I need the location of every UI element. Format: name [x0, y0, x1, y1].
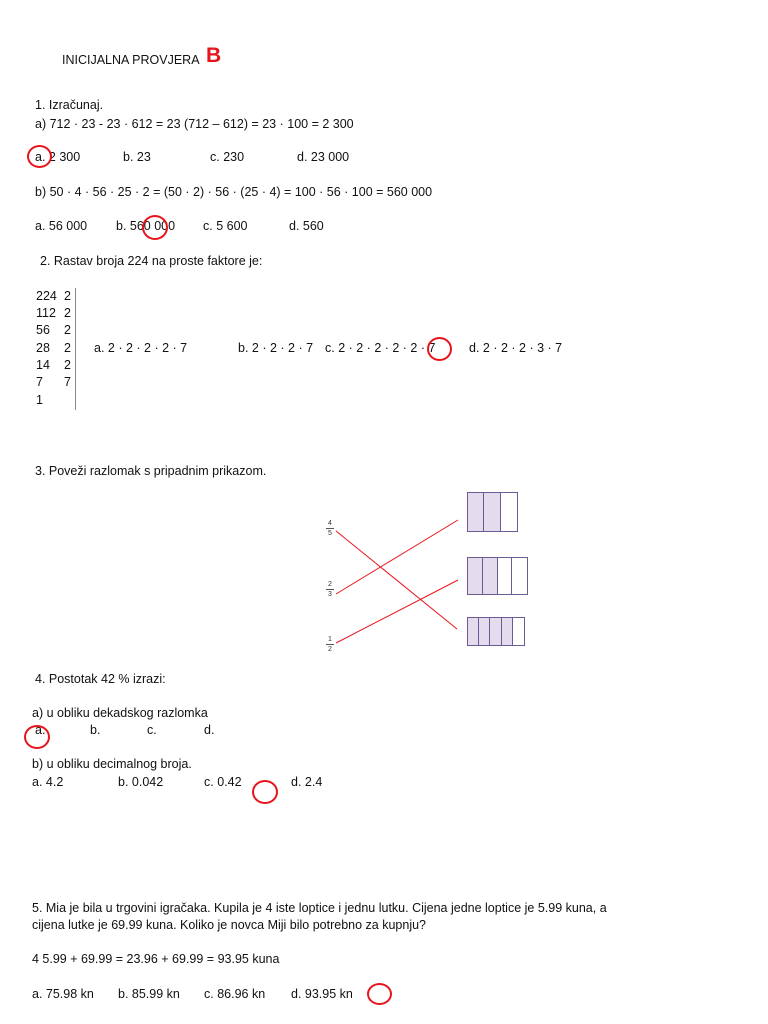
- q4-a-label: a) u obliku dekadskog razlomka: [32, 706, 208, 720]
- q2-option-d[interactable]: d. 2 · 2 · 2 · 3 · 7: [469, 341, 563, 355]
- q1-b-option-b[interactable]: b. 560 000: [116, 219, 176, 233]
- answer-mark-circle: [24, 725, 50, 749]
- q2-option-c[interactable]: c. 2 · 2 · 2 · 2 · 2 · 7: [325, 341, 436, 355]
- q4-b-option-c[interactable]: c. 0.42: [204, 775, 242, 789]
- q3-heading: 3. Poveži razlomak s pripadnim prikazom.: [35, 464, 267, 478]
- q5-option-d[interactable]: d. 93.95 kn: [291, 987, 353, 1001]
- factor-divisor: 2: [64, 358, 71, 372]
- q4-a-option-c[interactable]: c.: [147, 723, 157, 737]
- q5-text-line2: cijena lutke je 69.99 kuna. Koliko je novca Miji bilo potrebno za kupnju?: [32, 918, 426, 932]
- factor-number: 112: [36, 306, 56, 320]
- factor-number: 14: [36, 358, 50, 372]
- page-title: INICIJALNA PROVJERA: [62, 53, 200, 67]
- q1-a-option-b[interactable]: b. 23: [123, 150, 151, 164]
- factor-number: 1: [36, 393, 43, 407]
- q4-a-option-b[interactable]: b.: [90, 723, 101, 737]
- answer-mark-circle: [252, 780, 278, 804]
- factor-number: 7: [36, 375, 43, 389]
- version-letter: B: [206, 44, 222, 67]
- q4-a-option-a[interactable]: a.: [35, 723, 46, 737]
- factor-number: 56: [36, 323, 50, 337]
- match-line: [336, 580, 458, 643]
- match-line: [336, 520, 458, 594]
- q1-a-option-c[interactable]: c. 230: [210, 150, 245, 164]
- fraction-denominator: 2: [328, 646, 332, 653]
- q4-b-option-a[interactable]: a. 4.2: [32, 775, 64, 789]
- q5-solution: 4 5.99 + 69.99 = 23.96 + 69.99 = 93.95 kuna: [32, 952, 280, 966]
- factor-number: 28: [36, 341, 50, 355]
- q1-a-expression: a) 712 · 23 - 23 · 612 = 23 (712 – 612) = 23 · 100 = 2 300: [35, 117, 354, 131]
- fraction-denominator: 3: [328, 591, 332, 598]
- fraction-numerator: 1: [328, 636, 332, 643]
- q2-option-b[interactable]: b. 2 · 2 · 2 · 7: [238, 341, 314, 355]
- factor-divisor: 2: [64, 306, 71, 320]
- fraction-numerator: 4: [328, 520, 332, 527]
- factor-divisor: 7: [64, 375, 71, 389]
- answer-mark-circle: [367, 983, 392, 1005]
- match-line: [336, 531, 457, 629]
- q1-a-option-d[interactable]: d. 23 000: [297, 150, 350, 164]
- q5-option-b[interactable]: b. 85.99 kn: [118, 987, 180, 1001]
- q1-b-option-c[interactable]: c. 5 600: [203, 219, 248, 233]
- q1-a-option-a[interactable]: a. 2 300: [35, 150, 81, 164]
- factor-divisor: 2: [64, 341, 71, 355]
- q2-heading: 2. Rastav broja 224 na proste faktore je:: [40, 254, 263, 268]
- q1-b-option-a[interactable]: a. 56 000: [35, 219, 88, 233]
- q4-heading: 4. Postotak 42 % izrazi:: [35, 672, 166, 686]
- q4-a-option-d[interactable]: d.: [204, 723, 215, 737]
- factor-number: 224: [36, 289, 57, 303]
- q5-option-a[interactable]: a. 75.98 kn: [32, 987, 94, 1001]
- q1-b-expression: b) 50 · 4 · 56 · 25 · 2 = (50 · 2) · 56 · (25 · 4) = 100 · 56 · 100 = 560 000: [35, 185, 433, 199]
- q2-option-a[interactable]: a. 2 · 2 · 2 · 2 · 7: [94, 341, 188, 355]
- q4-b-label: b) u obliku decimalnog broja.: [32, 757, 192, 771]
- q4-b-option-b[interactable]: b. 0.042: [118, 775, 164, 789]
- fraction-numerator: 2: [328, 581, 332, 588]
- fraction-denominator: 5: [328, 530, 332, 537]
- q1-b-option-d[interactable]: d. 560: [289, 219, 324, 233]
- q4-b-option-d[interactable]: d. 2.4: [291, 775, 323, 789]
- q1-heading: 1. Izračunaj.: [35, 98, 104, 112]
- q5-text-line1: 5. Mia je bila u trgovini igračaka. Kupila je 4 iste loptice i jednu lutku. Cijena jedne loptice je 5.99 kuna, a: [32, 901, 607, 915]
- factor-divisor: 2: [64, 323, 71, 337]
- factor-divisor: 2: [64, 289, 71, 303]
- q5-option-c[interactable]: c. 86.96 kn: [204, 987, 266, 1001]
